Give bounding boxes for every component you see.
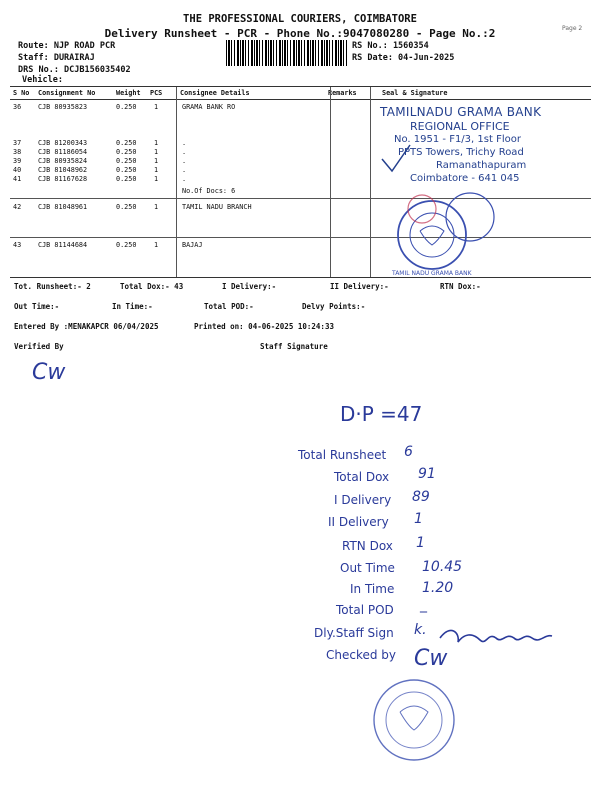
cell-cn: CJB 81186054: [38, 148, 88, 156]
barcode: [226, 40, 348, 66]
cell-sno: 42: [13, 203, 22, 211]
cell-details: GRAMA BANK RO: [182, 103, 236, 111]
route: Route: NJP ROAD PCR: [18, 41, 116, 51]
cell-wt: 0.250: [116, 203, 137, 211]
cell-pcs: 1: [154, 175, 159, 183]
hw-value: 1.20: [422, 580, 454, 596]
hw-value: 6: [404, 444, 413, 460]
cell-sno: 38: [13, 148, 22, 156]
cell-cn: CJB 81200343: [38, 139, 88, 147]
cell-wt: 0.250: [116, 157, 137, 165]
staff-signature: Staff Signature: [260, 342, 328, 351]
svg-text:TAMIL NADU GRAMA BANK: TAMIL NADU GRAMA BANK: [392, 270, 472, 277]
col-remarks: Remarks: [328, 89, 357, 97]
stamp-line-4: PPTS Towers, Trichy Road: [398, 147, 524, 158]
hw-value: 91: [418, 466, 436, 482]
stamp-checkmark-icon: [376, 139, 416, 179]
cell-cn: CJB 81048961: [38, 203, 88, 211]
cell-sno: 43: [13, 241, 22, 249]
cell-cn: CJB 80935823: [38, 103, 88, 111]
cell-wt: 0.250: [116, 139, 137, 147]
rs-date: RS Date: 04-Jun-2025: [352, 53, 455, 63]
col-divider-remarks: [330, 87, 331, 277]
total-pod: Total POD:-: [204, 302, 254, 311]
hw-value: k.: [414, 622, 427, 638]
runsheet-table: [10, 86, 591, 278]
col-details: Consignee Details: [180, 89, 250, 97]
in-time: In Time:-: [112, 302, 153, 311]
hw-label: I Delivery: [334, 493, 392, 507]
hw-label: Total Runsheet: [298, 448, 387, 462]
i-delivery: I Delivery:-: [222, 282, 277, 291]
cell-cn: CJB 81167628: [38, 175, 88, 183]
cell-wt: 0.250: [116, 148, 137, 156]
cell-details: TAMIL NADU BRANCH: [182, 203, 252, 211]
cell-wt: 0.250: [116, 241, 137, 249]
out-time: Out Time:-: [14, 302, 60, 311]
stamp-line-2: REGIONAL OFFICE: [410, 120, 510, 133]
col-seal: Seal & Signature: [382, 89, 448, 97]
stamp-line-5: Ramanathapuram: [436, 160, 527, 171]
cell-pcs: 1: [154, 148, 159, 156]
cell-sno: 36: [13, 103, 22, 111]
company-title: THE PROFESSIONAL COURIERS, COIMBATORE: [183, 13, 417, 25]
hw-label: RTN Dox: [342, 539, 393, 553]
stamp-line-6: Coimbatore - 641 045: [410, 173, 520, 184]
hw-label: Total Dox: [334, 470, 390, 484]
hw-label: Dly.Staff Sign: [314, 626, 394, 640]
cell-pcs: 1: [154, 241, 159, 249]
cell-sno: 41: [13, 175, 22, 183]
cell-details: .: [182, 166, 187, 174]
cell-pcs: 1: [154, 139, 159, 147]
page-corner-glyph: [562, 22, 584, 32]
cell-sno: 39: [13, 157, 22, 165]
hw-value: 1: [414, 511, 423, 527]
cell-details: .: [182, 175, 187, 183]
cell-pcs: 1: [154, 157, 159, 165]
dp-note: D·P =47: [340, 402, 423, 426]
rs-no: RS No.: 1560354: [352, 41, 429, 51]
hw-value: 1: [416, 535, 425, 551]
page-corner-logo: [562, 17, 584, 32]
col-divider-details: [176, 87, 177, 277]
ii-delivery: II Delivery:-: [330, 282, 389, 291]
hw-value: 89: [412, 489, 430, 505]
cell-details: .: [182, 157, 187, 165]
table-header: [10, 87, 591, 100]
entered-by: Entered By :MENAKAPCR 06/04/2025: [14, 322, 159, 331]
hw-label: Out Time: [340, 561, 395, 575]
initials-signature: Cw: [32, 360, 66, 385]
hw-label: Total POD: [336, 603, 394, 617]
hw-value: _: [420, 597, 427, 613]
col-weight: Weight: [116, 89, 141, 97]
cell-pcs: 1: [154, 166, 159, 174]
hw-label: Checked by: [326, 648, 397, 662]
stamp-line-1: TAMILNADU GRAMA BANK: [380, 105, 542, 119]
col-pcs: PCS: [150, 89, 163, 97]
stamp-line-3: No. 1951 - F1/3, 1st Floor: [394, 134, 521, 145]
cell-sno: 37: [13, 139, 22, 147]
cell-cn: CJB 80935824: [38, 157, 88, 165]
runsheet-title: Delivery Runsheet - PCR - Phone No.:9047080280 - Page No.:2: [104, 27, 496, 40]
bottom-seal-icon: [356, 672, 466, 772]
total-dox: Total Dox:- 43: [120, 282, 184, 291]
hw-value: 10.45: [422, 559, 463, 575]
col-divider-seal: [370, 87, 371, 277]
printed-on: Printed on: 04-06-2025 10:24:33: [194, 322, 334, 331]
cell-cn: CJB 81144684: [38, 241, 88, 249]
col-sno: S No: [13, 89, 30, 97]
verified-by: Verified By: [14, 342, 64, 351]
cell-sno: 40: [13, 166, 22, 174]
drs-no: DRS No.: DCJB156035402: [18, 65, 131, 75]
col-consignment: Consignment No: [38, 89, 96, 97]
cell-pcs: 1: [154, 203, 159, 211]
cell-details: .: [182, 148, 187, 156]
cell-wt: 0.250: [116, 166, 137, 174]
cell-wt: 0.250: [116, 175, 137, 183]
cell-cn: CJB 81048962: [38, 166, 88, 174]
tot-runsheet: Tot. Runsheet:- 2: [14, 282, 91, 291]
staff-signature-scribble-icon: [436, 616, 576, 656]
cell-details: .: [182, 139, 187, 147]
vehicle: Vehicle:: [22, 75, 63, 85]
hw-label: In Time: [350, 582, 395, 596]
staff: Staff: DURAIRAJ: [18, 53, 95, 63]
hw-label: II Delivery: [328, 515, 389, 529]
no-of-docs: No.Of Docs: 6: [182, 187, 236, 195]
cell-wt: 0.250: [116, 103, 137, 111]
rtn-dox: RTN Dox:-: [440, 282, 481, 291]
delvy-points: Delvy Points:-: [302, 302, 366, 311]
hw-value: Cw: [414, 646, 448, 671]
round-seal-icon: [382, 187, 522, 277]
cell-pcs: 1: [154, 103, 159, 111]
svg-text:Page 2: Page 2: [562, 25, 583, 32]
cell-details: BAJAJ: [182, 241, 203, 249]
